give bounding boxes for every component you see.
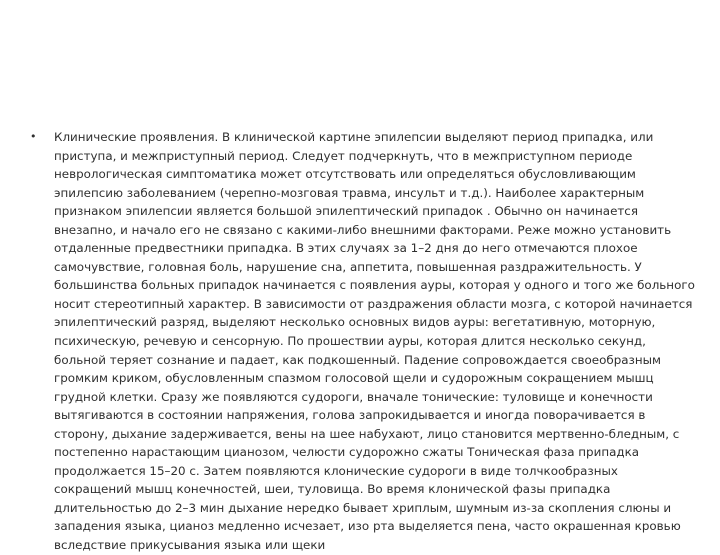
slide-body bbox=[30, 128, 695, 555]
paragraph-text: Клинические проявления. В клинической картине эпилепсии выделяют период припадка, или приступа, и межприступный период. Следует подчеркнуть, что в межприступном периоде неврологическая симптоматика может отсутствовать или определяться обусловливающим эпилепсию заболеванием (черепно-мозговая травма, инсульт и т.д.). Наиболее характерным признаком эпилепсии является большой эпилептический припадок . Обычно он начинается внезапно, и начало его не связано с какими-либо внешними факторами. Реже можно установить отдаленные предвестники припадка. В этих случаях за 1–2 дня до него отмечаются плохое самочувствие, головная боль, нарушение сна, аппетита, повышенная раздражительность. У большинства больных припадок начинается с появления ауры, которая у одного и того же больного носит стереотипный характер. В зависимости от раздражения области мозга, с которой начинается эпилептический разряд, выделяют несколько основных видов ауры: вегетативную, моторную, психическую, речевую и сенсорную. По прошествии ауры, которая длится несколько секунд, больной теряет сознание и падает, как подкошенный. Падение сопровождается своеобразным громким криком, обусловленным спазмом голосовой щели и судорожным сокращением мышц грудной клетки. Сразу же появляются судороги, вначале тонические: туловище и конечности вытягиваются в состоянии напряжения, голова запрокидывается и иногда поворачивается в сторону, дыхание задерживается, вены на шее набухают, лицо становится мертвенно-бледным, с постепенно нарастающим цианозом, челюсти судорожно сжаты Тоническая фаза припадка продолжается 15–20 с. Затем появляются клонические судороги в виде толчкообразных сокращений мышц конечностей, шеи, туловища. Во время клонической фазы припадка длительностью до 2–3 мин дыхание нередко бывает хриплым, шумным из-за скопления слюны и западения языка, цианоз медленно исчезает, изо рта выделяется пена, часто окрашенная кровью вследствие прикусывания языка или щеки bbox=[54, 130, 695, 553]
bullet-item bbox=[30, 128, 695, 555]
bullet-marker: • bbox=[30, 130, 37, 143]
